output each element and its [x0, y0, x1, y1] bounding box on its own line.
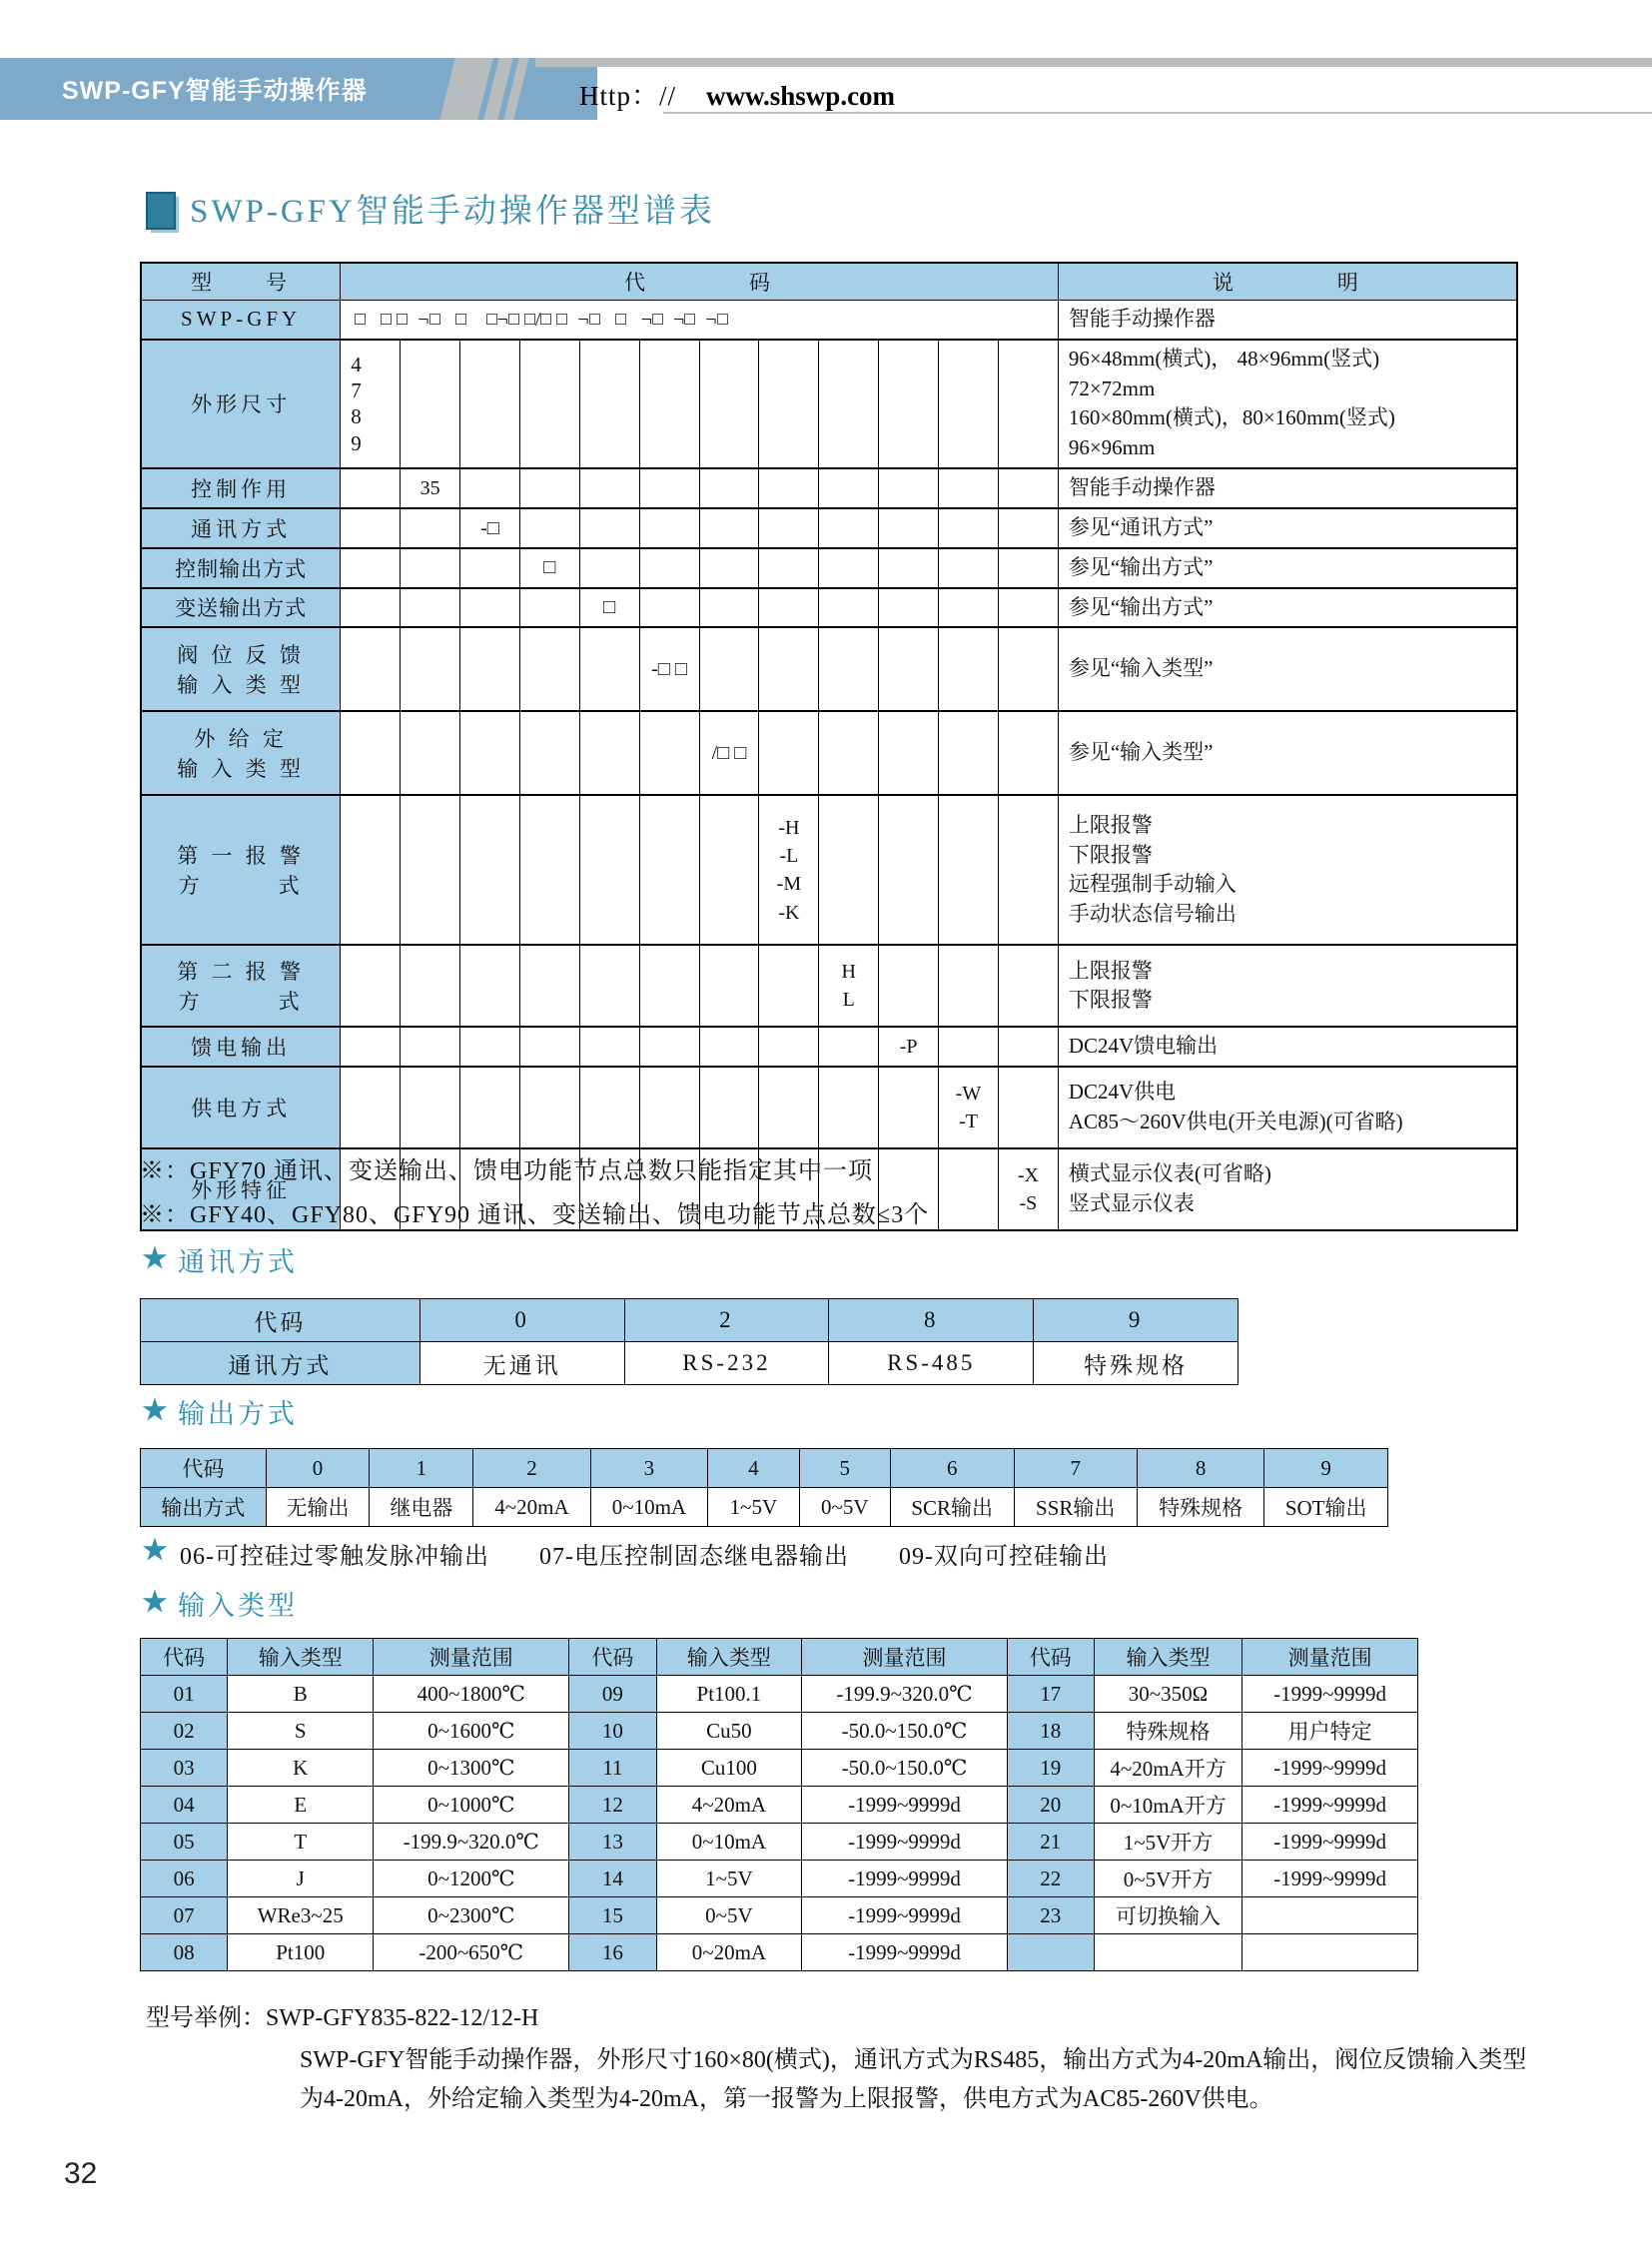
input-range: -1999~9999d — [802, 1861, 1007, 1897]
input-code: 22 — [1007, 1861, 1094, 1897]
table-row — [141, 1027, 1517, 1067]
row-label-valve-feedback — [141, 627, 341, 711]
table-row — [141, 1676, 1418, 1713]
input-type: Cu50 — [656, 1713, 802, 1750]
section-title-output: 输出方式 — [178, 1399, 298, 1429]
alarm1-label-line2: 方 式 — [178, 874, 304, 899]
input-range: -1999~9999d — [802, 1897, 1007, 1934]
input-range: -1999~9999d — [802, 1824, 1007, 1861]
row-code-power-supply — [939, 1067, 999, 1148]
url-protocol: Http：// — [579, 81, 677, 111]
dim-desc-3: 160×80mm(横式)，80×160mm(竖式) — [1068, 405, 1395, 430]
row-label-dimensions: 外形尺寸 — [141, 340, 341, 468]
input-code: 21 — [1007, 1824, 1094, 1861]
table-row — [141, 468, 1517, 508]
input-code: 04 — [141, 1787, 228, 1824]
input-code: 10 — [569, 1713, 656, 1750]
comm-table — [140, 1298, 1239, 1385]
input-code: 06 — [141, 1861, 228, 1897]
input-code: 14 — [569, 1861, 656, 1897]
alarm1-desc-3: 远程强制手动输入 — [1068, 872, 1237, 897]
input-range: 0~1000℃ — [374, 1787, 569, 1824]
section-title-comm: 通讯方式 — [178, 1247, 298, 1277]
power-code-t: -T — [959, 1111, 978, 1133]
input-range: 0~1600℃ — [374, 1713, 569, 1750]
row-code-control-action: 35 — [401, 468, 460, 508]
input-type-table — [140, 1638, 1418, 1971]
output-code-6: 6 — [890, 1449, 1014, 1488]
input-type: 4~20mA开方 — [1094, 1750, 1241, 1787]
row-label-transmit-output: 变送输出方式 — [141, 588, 341, 628]
dim-desc-2: 72×72mm — [1068, 375, 1156, 400]
ext-label-line2: 输 入 类 型 — [177, 757, 305, 782]
comm-code-0: 0 — [419, 1299, 624, 1342]
dim-code-7: 7 — [351, 378, 362, 403]
input-range: 0~1200℃ — [374, 1861, 569, 1897]
input-code: 12 — [569, 1787, 656, 1824]
input-type: 1~5V开方 — [1094, 1824, 1241, 1861]
output-code-3: 3 — [590, 1449, 707, 1488]
page-number: 32 — [64, 2157, 98, 2190]
input-type: 0~5V — [656, 1897, 802, 1934]
input-header-type-3: 输入类型 — [1094, 1639, 1241, 1676]
book-icon — [146, 192, 176, 230]
comm-code-2: 2 — [624, 1299, 829, 1342]
valve-label-line2: 输 入 类 型 — [177, 673, 305, 698]
output-value-7: SSR输出 — [1014, 1488, 1137, 1527]
input-range: 400~1800℃ — [374, 1676, 569, 1713]
table-row — [141, 301, 1517, 340]
spec-header-code: 代 码 — [341, 263, 1059, 301]
row-label-alarm1 — [141, 795, 341, 945]
input-type — [1094, 1934, 1241, 1971]
alarm1-code-h: -H — [778, 816, 800, 839]
row-desc-control-action: 智能手动操作器 — [1058, 468, 1517, 508]
output-value-5: 0~5V — [799, 1488, 890, 1527]
table-row-header — [141, 1639, 1418, 1676]
shape-desc-2: 竖式显示仪表 — [1068, 1191, 1195, 1216]
power-desc-2: AC85～260V供电(开关电源)(可省略) — [1068, 1110, 1403, 1134]
output-header-code: 代码 — [141, 1449, 267, 1488]
dim-desc-1: 96×48mm(横式)， 48×96mm(竖式) — [1068, 346, 1380, 371]
table-row — [141, 1299, 1239, 1342]
input-type: 0~5V开方 — [1094, 1861, 1241, 1897]
dim-code-9: 9 — [351, 430, 362, 455]
table-row — [141, 795, 1517, 945]
star-icon-comm: ★ — [142, 1244, 169, 1273]
row-desc-shape-feature — [1058, 1148, 1517, 1230]
power-code-w: -W — [955, 1082, 982, 1105]
output-code-8: 8 — [1137, 1449, 1263, 1488]
input-range: -1999~9999d — [802, 1934, 1007, 1971]
table-row — [141, 1342, 1239, 1385]
output-code-2: 2 — [473, 1449, 590, 1488]
example-body: SWP-GFY智能手动操作器，外形尺寸160×80(横式)，通讯方式为RS485，输出方式为4-20mA输出，阀位反馈输入类型为4-20mA，外给定输入类型为4-20mA，第一报警为上限报警，供电方式为AC85-260V供电。 — [300, 2047, 1527, 2112]
input-range: -50.0~150.0℃ — [802, 1750, 1007, 1787]
header-grey-bar — [535, 58, 1652, 67]
ext-label-line1: 外 给 定 — [194, 727, 288, 752]
alarm2-desc-1: 上限报警 — [1068, 958, 1153, 983]
input-code: 23 — [1007, 1897, 1094, 1934]
output-code-0: 0 — [266, 1449, 370, 1488]
note-1: ※：GFY70 通讯、变送输出、馈电功能节点总数只能指定其中一项 — [140, 1158, 874, 1184]
input-code: 17 — [1007, 1676, 1094, 1713]
alarm1-desc-2: 下限报警 — [1068, 842, 1153, 867]
input-type: S — [228, 1713, 374, 1750]
spec-header-description: 说 明 — [1058, 263, 1517, 301]
input-header-range-1: 测量范围 — [374, 1639, 569, 1676]
dim-desc-4: 96×96mm — [1068, 435, 1156, 460]
table-row — [141, 1488, 1388, 1527]
input-type: Cu100 — [656, 1750, 802, 1787]
row-label-comm: 通讯方式 — [141, 508, 341, 548]
input-type: WRe3~25 — [228, 1897, 374, 1934]
input-type: Pt100.1 — [656, 1676, 802, 1713]
input-type: T — [228, 1824, 374, 1861]
input-range: -50.0~150.0℃ — [802, 1713, 1007, 1750]
row-label-model: SWP-GFY — [141, 301, 341, 340]
input-code: 18 — [1007, 1713, 1094, 1750]
example-label: 型号举例：SWP-GFY835-822-12/12-H — [146, 2005, 539, 2031]
input-type: E — [228, 1787, 374, 1824]
header-product-title: SWP-GFY智能手动操作器 — [62, 77, 368, 105]
alarm2-desc-2: 下限报警 — [1068, 988, 1153, 1013]
input-type: J — [228, 1861, 374, 1897]
table-row — [141, 1067, 1517, 1148]
table-row — [141, 1861, 1418, 1897]
dim-code-4: 4 — [351, 352, 362, 376]
input-range: 0~1300℃ — [374, 1750, 569, 1787]
output-code-9: 9 — [1264, 1449, 1388, 1488]
row-desc-model: 智能手动操作器 — [1058, 301, 1517, 340]
alarm2-label-line1: 第 二 报 警 — [177, 960, 305, 985]
input-range: 0~2300℃ — [374, 1897, 569, 1934]
output-code-4: 4 — [708, 1449, 799, 1488]
input-header-range-3: 测量范围 — [1242, 1639, 1418, 1676]
table-row — [141, 1934, 1418, 1971]
row-label-alarm2 — [141, 945, 341, 1027]
table-row — [141, 1449, 1388, 1488]
input-type: Pt100 — [228, 1934, 374, 1971]
table-row — [141, 1897, 1418, 1934]
row-desc-external-setpoint: 参见“输入类型” — [1058, 711, 1517, 795]
alarm1-desc-4: 手动状态信号输出 — [1068, 902, 1237, 927]
row-label-external-setpoint — [141, 711, 341, 795]
row-code-transmit-output: □ — [579, 588, 639, 628]
spec-table — [140, 262, 1518, 1231]
row-code-comm: -□ — [460, 508, 520, 548]
comm-value-2: RS-232 — [624, 1342, 829, 1385]
shape-code-x: -X — [1017, 1163, 1039, 1186]
comm-code-9: 9 — [1034, 1299, 1239, 1342]
input-range — [1242, 1897, 1418, 1934]
alarm2-code-h: H — [841, 960, 856, 983]
input-range: -1999~9999d — [1242, 1824, 1418, 1861]
alarm1-code-k: -K — [778, 901, 800, 924]
input-range: -1999~9999d — [1242, 1676, 1418, 1713]
input-range: -1999~9999d — [1242, 1787, 1418, 1824]
table-row — [141, 1713, 1418, 1750]
comm-value-9: 特殊规格 — [1034, 1342, 1239, 1385]
comm-header-code: 代码 — [141, 1299, 420, 1342]
row-desc-comm: 参见“通讯方式” — [1058, 508, 1517, 548]
input-type: 可切换输入 — [1094, 1897, 1241, 1934]
page-header — [0, 58, 1652, 120]
output-code-1: 1 — [370, 1449, 473, 1488]
output-value-3: 0~10mA — [590, 1488, 707, 1527]
row-code-shape-feature — [998, 1148, 1058, 1230]
row-code-valve-feedback: -□ □ — [639, 627, 699, 711]
row-label-feed-output: 馈电输出 — [141, 1027, 341, 1067]
output-value-0: 无输出 — [266, 1488, 370, 1527]
row-desc-control-output: 参见“输出方式” — [1058, 548, 1517, 588]
input-type: 4~20mA — [656, 1787, 802, 1824]
input-header-type-2: 输入类型 — [656, 1639, 802, 1676]
row-label-control-output: 控制输出方式 — [141, 548, 341, 588]
url-domain: www.shswp.com — [706, 81, 896, 111]
table-row-header — [141, 263, 1517, 301]
input-code: 11 — [569, 1750, 656, 1787]
row-code-control-output: □ — [519, 548, 579, 588]
output-header-mode: 输出方式 — [141, 1488, 267, 1527]
row-code-feed-output: -P — [879, 1027, 939, 1067]
table-row — [141, 711, 1517, 795]
input-type: 特殊规格 — [1094, 1713, 1241, 1750]
input-code: 19 — [1007, 1750, 1094, 1787]
input-code — [1007, 1934, 1094, 1971]
table-row — [141, 1750, 1418, 1787]
input-code: 15 — [569, 1897, 656, 1934]
alarm2-code-l: L — [842, 989, 855, 1012]
input-range: -1999~9999d — [1242, 1750, 1418, 1787]
output-footnote: 06-可控硅过零触发脉冲输出 07-电压控制固态继电器输出 09-双向可控硅输出 — [180, 1544, 1109, 1570]
row-label-control-action: 控制作用 — [141, 468, 341, 508]
input-type: 0~10mA开方 — [1094, 1787, 1241, 1824]
comm-value-0: 无通讯 — [419, 1342, 624, 1385]
row-desc-feed-output: DC24V馈电输出 — [1058, 1027, 1517, 1067]
output-value-1: 继电器 — [370, 1488, 473, 1527]
input-code: 02 — [141, 1713, 228, 1750]
alarm1-label-line1: 第 一 报 警 — [177, 844, 305, 869]
output-value-2: 4~20mA — [473, 1488, 590, 1527]
table-row — [141, 945, 1517, 1027]
table-row — [141, 548, 1517, 588]
output-value-6: SCR输出 — [890, 1488, 1014, 1527]
alarm2-label-line2: 方 式 — [178, 990, 304, 1015]
star-icon-output-note: ★ — [142, 1536, 169, 1565]
input-type: 0~10mA — [656, 1824, 802, 1861]
row-desc-dimensions — [1058, 340, 1517, 468]
input-range: 用户特定 — [1242, 1713, 1418, 1750]
input-type: K — [228, 1750, 374, 1787]
table-row — [141, 1824, 1418, 1861]
row-desc-power-supply — [1058, 1067, 1517, 1148]
table-row — [141, 627, 1517, 711]
table-row — [141, 1787, 1418, 1824]
output-value-4: 1~5V — [708, 1488, 799, 1527]
input-range: -200~650℃ — [374, 1934, 569, 1971]
input-type: B — [228, 1676, 374, 1713]
input-range: -1999~9999d — [1242, 1861, 1418, 1897]
row-code-dimensions — [341, 340, 401, 468]
alarm1-code-m: -M — [776, 873, 802, 896]
star-icon-output: ★ — [142, 1396, 169, 1425]
input-code: 16 — [569, 1934, 656, 1971]
spec-header-model: 型 号 — [141, 263, 341, 301]
note-2: ※：GFY40、GFY80、GFY90 通讯、变送输出、馈电功能节点总数≤3个 — [140, 1202, 930, 1228]
output-code-5: 5 — [799, 1449, 890, 1488]
comm-code-8: 8 — [829, 1299, 1034, 1342]
section-title-input: 输入类型 — [178, 1591, 298, 1621]
row-desc-valve-feedback: 参见“输入类型” — [1058, 627, 1517, 711]
output-value-9: SOT输出 — [1264, 1488, 1388, 1527]
alarm1-code-l: -L — [779, 844, 799, 867]
row-desc-alarm1 — [1058, 795, 1517, 945]
star-icon-input: ★ — [142, 1588, 169, 1617]
output-table — [140, 1448, 1388, 1527]
row-code-alarm1 — [759, 795, 819, 945]
row-code-squares: ¬ ¬ / ¬ ¬ ¬ ¬ — [341, 301, 1059, 340]
row-desc-alarm2 — [1058, 945, 1517, 1027]
input-code: 03 — [141, 1750, 228, 1787]
power-desc-1: DC24V供电 — [1068, 1080, 1177, 1105]
comm-header-mode: 通讯方式 — [141, 1342, 420, 1385]
input-code: 13 — [569, 1824, 656, 1861]
input-header-code-3: 代码 — [1007, 1639, 1094, 1676]
input-type: 30~350Ω — [1094, 1676, 1241, 1713]
input-code: 20 — [1007, 1787, 1094, 1824]
valve-label-line1: 阀 位 反 馈 — [177, 643, 305, 668]
input-header-range-2: 测量范围 — [802, 1639, 1007, 1676]
input-range: -199.9~320.0℃ — [802, 1676, 1007, 1713]
input-code: 07 — [141, 1897, 228, 1934]
comm-value-8: RS-485 — [829, 1342, 1034, 1385]
header-url — [579, 74, 895, 113]
input-code: 09 — [569, 1676, 656, 1713]
input-code: 01 — [141, 1676, 228, 1713]
page-title: SWP-GFY智能手动操作器型谱表 — [190, 194, 715, 230]
row-label-power-supply: 供电方式 — [141, 1067, 341, 1148]
output-code-7: 7 — [1014, 1449, 1137, 1488]
input-type: 1~5V — [656, 1861, 802, 1897]
input-header-code-1: 代码 — [141, 1639, 228, 1676]
table-row — [141, 588, 1517, 628]
input-range: -199.9~320.0℃ — [374, 1824, 569, 1861]
input-header-code-2: 代码 — [569, 1639, 656, 1676]
shape-desc-1: 横式显示仪表(可省略) — [1068, 1161, 1271, 1186]
input-range — [1242, 1934, 1418, 1971]
row-code-alarm2 — [819, 945, 879, 1027]
table-row — [141, 340, 1517, 468]
output-value-8: 特殊规格 — [1137, 1488, 1263, 1527]
input-type: 0~20mA — [656, 1934, 802, 1971]
input-header-type-1: 输入类型 — [228, 1639, 374, 1676]
dim-code-8: 8 — [351, 404, 362, 429]
input-code: 05 — [141, 1824, 228, 1861]
input-range: -1999~9999d — [802, 1787, 1007, 1824]
shape-code-s: -S — [1019, 1192, 1038, 1215]
alarm1-desc-1: 上限报警 — [1068, 812, 1153, 837]
row-code-external-setpoint: /□ □ — [699, 711, 759, 795]
row-label-shape-feature: 外形特征 — [141, 1148, 341, 1230]
table-row — [141, 508, 1517, 548]
row-desc-transmit-output: 参见“输出方式” — [1058, 588, 1517, 628]
input-code: 08 — [141, 1934, 228, 1971]
